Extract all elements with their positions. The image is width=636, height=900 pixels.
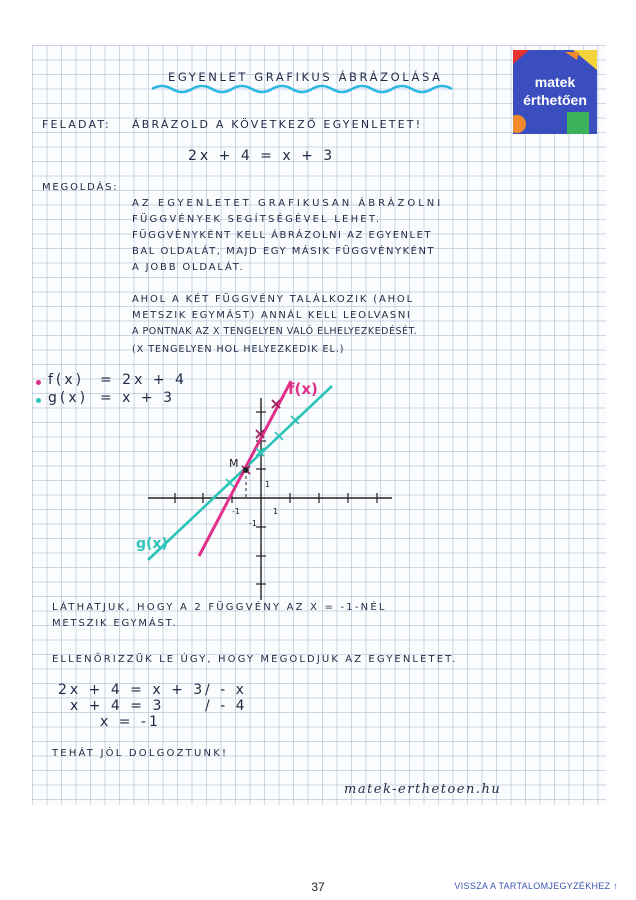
check-op-1: / - x <box>205 682 247 698</box>
intersection-point <box>243 467 249 473</box>
g-graph-label: g(x) <box>136 536 168 552</box>
task-text: ÁBRÁZOLD A KÖVETKEZŐ EGYENLETET! <box>132 118 423 131</box>
check-op-2: / - 4 <box>205 698 248 714</box>
conclusion-line-2: METSZIK EGYMÁST. <box>52 618 178 629</box>
check-step-2: x + 4 = 3 <box>70 698 165 714</box>
point-label: M <box>229 457 239 470</box>
page-number: 37 <box>311 880 325 894</box>
f-legend-formula: = 2x + 4 <box>100 372 187 388</box>
back-to-contents-link[interactable]: VISSZA A TARTALOMJEGYZÉKHEZ ↑ <box>454 881 618 891</box>
tick-x-neg-label: -1 <box>232 507 240 516</box>
solution-line-6: AHOL A KÉT FÜGGVÉNY TALÁLKOZIK (AHOL <box>132 294 414 305</box>
logo-line1: matek <box>534 74 576 90</box>
logo-line2: érthetően <box>523 92 587 108</box>
f-legend-name: f(x) <box>48 372 85 388</box>
solution-line-2: FÜGGVÉNYEK SEGÍTSÉGÉVEL LEHET. <box>132 214 382 225</box>
g-line <box>148 386 332 560</box>
solution-line-5: A JOBB OLDALÁT. <box>132 262 245 273</box>
tick-x-pos-label: 1 <box>273 507 279 516</box>
solution-line-3: FÜGGVÉNYKÉNT KELL ÁBRÁZOLNI AZ EGYENLET <box>132 230 432 241</box>
tick-y-neg-label: -1 <box>249 519 257 528</box>
signature: matek-erthetoen.hu <box>344 782 502 797</box>
solution-line-8: A PONTNAK AZ X TENGELYEN VALÓ ELHELYEZKEDÉSÉT. <box>132 326 418 337</box>
g-legend-formula: = x + 3 <box>100 390 176 406</box>
g-legend-name: g(x) <box>48 390 89 406</box>
page-title: EGYENLET GRAFIKUS ÁBRÁZOLÁSA <box>168 70 443 84</box>
solution-line-1: AZ EGYENLETET GRAFIKUSAN ÁBRÁZOLNI <box>132 198 444 209</box>
solution-line-9: (X TENGELYEN HOL HELYEZKEDIK EL.) <box>132 344 345 355</box>
check-step-1: 2x + 4 = x + 3 <box>58 682 206 698</box>
final-statement: TEHÁT JÓL DOLGOZTUNK! <box>52 748 229 759</box>
f-graph-label: f(x) <box>288 380 318 398</box>
task-label: FELADAT: <box>42 118 111 131</box>
solution-line-7: METSZIK EGYMÁST) ANNÁL KELL LEOLVASNI <box>132 310 412 321</box>
solution-line-4: BAL OLDALÁT, MAJD EGY MÁSIK FÜGGVÉNYKÉNT <box>132 246 436 257</box>
check-step-3: x = -1 <box>100 714 161 730</box>
check-intro: ELLENŐRIZZÜK LE ÚGY, HOGY MEGOLDJUK AZ EGYENLETET. <box>52 654 458 665</box>
tick-y-label: 1 <box>265 480 271 489</box>
task-equation: 2x + 4 = x + 3 <box>188 148 336 164</box>
solution-label: MEGOLDÁS: <box>42 182 119 193</box>
conclusion-line-1: LÁTHATJUK, HOGY A 2 FÜGGVÉNY AZ X = -1-NÉL <box>52 602 387 613</box>
